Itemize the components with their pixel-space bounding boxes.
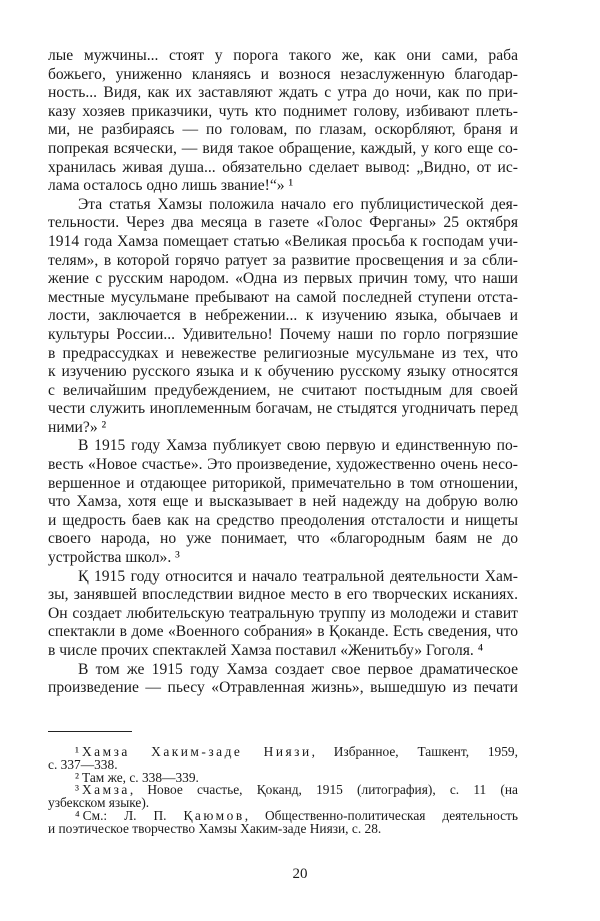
paragraph <box>48 437 518 567</box>
text-line: лости, заключается в небрежении... к изучению языка, обычаев и <box>48 307 518 325</box>
paragraph <box>48 568 518 661</box>
footnote-separator <box>48 731 132 732</box>
footnote-author: Хамза Хаким-заде Ниязи <box>82 744 312 759</box>
footnote-rest: , Новое счастье, Қоканд, 1915 (литография), с. 11 (на <box>129 782 518 798</box>
footnote-rest: , Избранное, Ташкент, 1959, <box>311 744 518 759</box>
text-line: спектакли в доме «Военного собрания» в Қоканде. Есть сведения, что <box>48 623 518 641</box>
text-line: попрекая всячески, — видя такое обращение, каждый, у кого еще со- <box>48 139 518 157</box>
text-line: божьего, униженно кланяясь и вознося незаслуженную благодар- <box>48 65 518 83</box>
text-line: В том же 1915 году Хамза создает свое первое драматическое <box>78 660 518 678</box>
text-line: лама осталось одно лишь звание!“» ¹ <box>48 177 294 195</box>
footnote-line <box>48 746 518 759</box>
text-line: лые мужчины... стоят у порога такого же, как они сами, раба <box>48 47 518 64</box>
body-text <box>48 47 518 698</box>
text-line: ность... Видя, как их заставляют ждать с утра до ночи, как по при- <box>48 84 518 102</box>
footnote-rest: Там же, с. 338—339. <box>82 769 199 785</box>
footnote-marker: ³ <box>75 782 80 798</box>
paragraph <box>48 196 518 438</box>
text-line: местные мусульмане пребывают на самой последней ступени отста- <box>48 288 518 306</box>
text-line: с величайшим предубеждением, не считают постыдным для своей <box>48 381 518 399</box>
paragraph <box>48 661 518 698</box>
text-line: жение с русским народом. «Одна из первых причин тому, что наши <box>48 270 518 288</box>
footnote-pre: См.: Л. П. <box>82 807 184 823</box>
text-line: ми, не разбираясь — по головам, по глазам, оскорбляют, браня и <box>48 121 518 139</box>
text-line: Эта статья Хамзы положила начало его публицистической дея- <box>78 195 518 213</box>
page-number: 20 <box>292 866 308 882</box>
text-line: произведение — пьесу «Отравленная жизнь», вышедшую из печати <box>48 679 518 697</box>
text-line: устройства школ». ³ <box>48 549 180 567</box>
text-line: Он создает любительскую театральную труппу из молодежи и ставит <box>48 604 518 622</box>
footnote <box>48 784 518 810</box>
footnote-line: и поэтическое творчество Хамзы Хаким-заде Ниязи, с. 28. <box>48 820 382 836</box>
text-line: тельности. Через два месяца в газете «Голос Ферганы» 25 октября <box>48 214 518 232</box>
footnote-marker: ² <box>75 769 80 785</box>
text-line: ними?» ² <box>48 418 107 436</box>
text-line: своего народа, но уже понимает, что «благородным баям не до <box>48 530 518 548</box>
footnote-author: Қаюмов <box>183 807 245 823</box>
footnote-author: Хамза <box>82 782 130 798</box>
footnote-marker: ⁴ <box>75 807 80 823</box>
text-line: телям», в которой горячо ратует за развитие просвещения и за сбли- <box>48 251 518 269</box>
text-line: зы, занявшей впоследствии видное место в его творческих исканиях. <box>48 586 518 604</box>
footnote <box>48 807 519 836</box>
footnotes <box>48 746 518 836</box>
footnote-line: с. 337—338. <box>48 756 118 772</box>
text-line: в предрассудках и невежестве религиозные мусульмане из тех, что <box>48 344 518 362</box>
text-line: и щедрость баев как на средство преодоления отсталости и нищеты <box>48 511 518 529</box>
text-line: 1914 года Хамза помещает статью «Великая просьба к господам учи- <box>48 232 518 250</box>
text-line: чести служить иноплеменным богачам, не стыдятся угодничать перед <box>48 400 518 418</box>
text-line: В 1915 году Хамза публикует свою первую и единственную по- <box>78 437 518 455</box>
text-line: хранилась живая душа... обязательно сделает вывод: „Видно, от ис- <box>48 158 518 176</box>
footnote-line: узбекском языке). <box>48 795 150 811</box>
footnote-marker: ¹ <box>75 744 80 759</box>
text-line: к изучению русского языка и к обучению русскому языку относятся <box>48 363 518 381</box>
text-line: в числе прочих спектаклей Хамза поставил «Женитьбу» Гоголя. ⁴ <box>48 642 484 659</box>
text-line: что Хамза, хотя еще и высказывает в ней надежду на добрую волю <box>48 493 518 511</box>
text-line: культуры России... Удивительно! Почему наши по горло погрязшие <box>48 325 518 343</box>
text-line: казу хозяев приказчики, чуть кто поднимет голову, избивают плеть- <box>48 102 518 120</box>
text-line: Қ 1915 году относится и начало театральной деятельности Хам- <box>78 567 518 585</box>
footnote <box>48 746 518 772</box>
paragraph <box>48 47 518 196</box>
footnote-rest: , Общественно-политическая деятельность <box>244 807 519 823</box>
text-line: вершенное и отдающее риторикой, примечательно в том отношении, <box>48 474 518 492</box>
text-line: весть «Новое счастье». Это произведение, художественно очень несо- <box>48 456 518 474</box>
